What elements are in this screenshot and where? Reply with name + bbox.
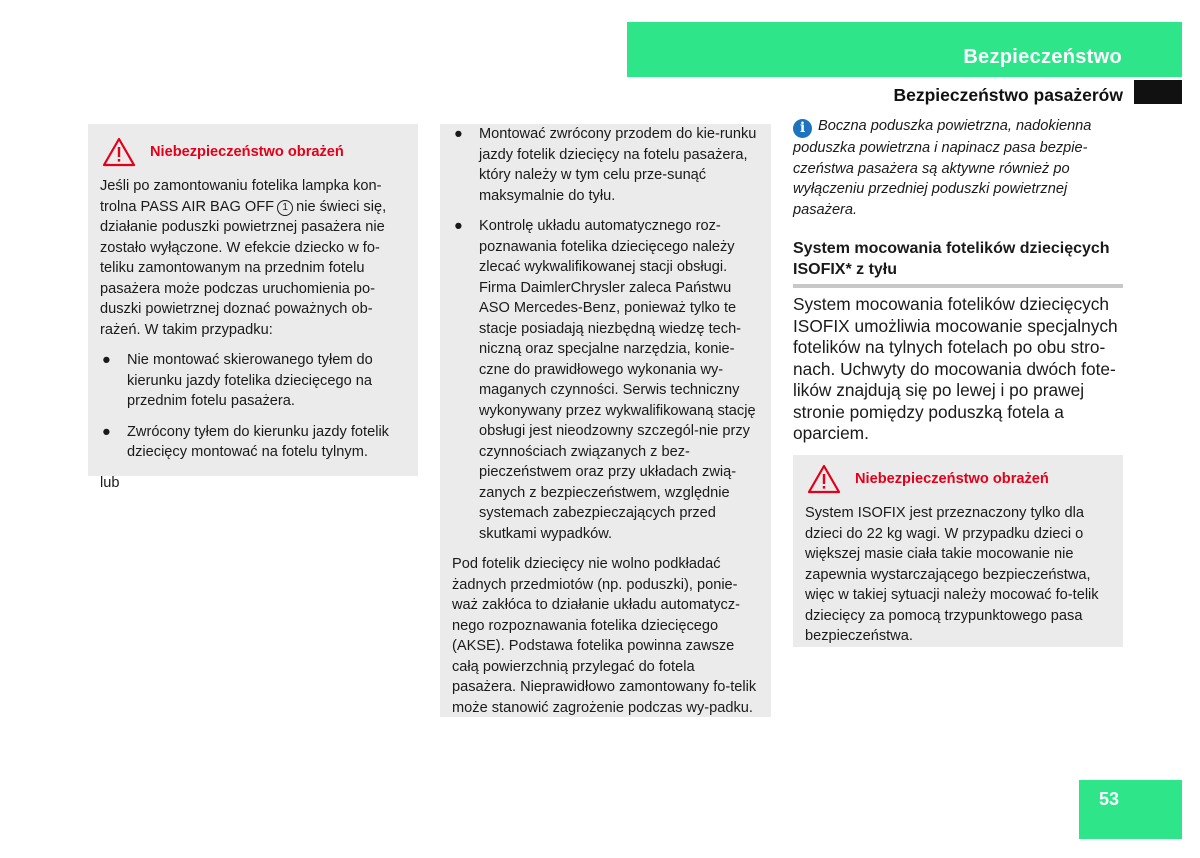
right-column — [793, 116, 1123, 445]
warning-intro-part2: nie świeci się, działanie poduszki powietrznej pasażera nie zostało wyłączone. W efekcie dziecko w fo-teliku zamontowanym na przednim fotelu pasażera może podczas uruchomienia po-duszki powietrznej doznać poważnych ob-rażeń. W takim przypadku: — [100, 198, 387, 338]
bullet-icon: ● — [454, 218, 463, 234]
isofix-body: System mocowania fotelików dziecięcych ISOFIX umożliwia mocowanie specjalnych fotelików na tylnych fotelach po obu stro-nach. Uchwyty do mocowania dwóch fote-lików znajdują się po lewej i po prawej stronie pomiędzy poduszką fotela a oparciem. — [793, 294, 1118, 443]
warning-bullet-list — [100, 350, 408, 463]
list-item: ● Kontrolę układu automatycznego roz-poznawania fotelika dziecięcego należy zlecać wykwalifikowanej stacji obsługi. Firma DaimlerChrysler zaleca Państwu ASO Mercedes-Benz, ponieważ tylko te stacje posiadają niezbędną wiedzę tech-niczną oraz specjalne narzędzia, konie-czne do prawidłowego wykonania wy-maganych czynności. Serwis techniczny wykonywany przez wykwalifikowaną stację obsługi jest nieodzowny szczegól-nie przy czynnościach związanych z bez-pieczeństwem oraz przy układach zwią-zanych z bezpieczeństwem, względnie systemach zabezpieczających przed skutkami wypadków. — [454, 218, 756, 542]
warning-header — [805, 461, 1113, 497]
section-title: Bezpieczeństwo — [963, 46, 1122, 68]
isofix-section-title: System mocowania fotelików dziecięcych ISOFIX* z tyłu — [793, 238, 1123, 288]
warning-header — [100, 134, 408, 170]
section-header-bar — [627, 22, 1182, 77]
middle-column-box — [440, 124, 771, 717]
bullet-icon: ● — [454, 126, 463, 142]
middle-bullet-list — [452, 124, 761, 544]
section-marker — [1134, 80, 1182, 104]
circled-number-icon: 1 — [277, 200, 293, 216]
warning-text: System ISOFIX jest przeznaczony tylko dla dzieci do 22 kg wagi. W przypadku dzieci o większej masie ciała takie mocowanie nie zapewnia wystarczającego bezpieczeństwa, więc w takiej sytuacji należy mocować fo-telik dziecięcy za pomocą trzypunktowego pasa bezpieczeństwa. — [805, 505, 1099, 644]
warning-intro — [100, 176, 408, 340]
warning-footer: lub — [100, 474, 120, 491]
warning-intro-part1: Jeśli po zamontowaniu fotelika lampka kon-trolna PASS AIR BAG OFF — [100, 178, 382, 215]
info-text: Boczna poduszka powietrzna, nadokienna poduszka powietrzna i napinacz pasa bezpie-czeństwa pasażera są aktywne również po wyłączeniu przedniej poduszki powietrznej pasażera. — [793, 118, 1092, 218]
info-icon: i — [793, 119, 812, 138]
info-note — [793, 116, 1123, 220]
warning-box-right — [793, 455, 1123, 647]
warning-box-left — [88, 124, 418, 491]
warning-triangle-icon — [807, 464, 841, 494]
bullet-icon: ● — [102, 423, 111, 440]
page-number-tab — [1079, 780, 1182, 839]
page-number: 53 — [1098, 789, 1120, 809]
warning-title: Niebezpieczeństwo obrażeń — [150, 143, 344, 160]
list-item: ● Zwrócony tyłem do kierunku jazdy fotelik dziecięcy montować na fotelu tylnym. — [102, 423, 389, 460]
list-item: ● Nie montować skierowanego tyłem do kierunku jazdy fotelika dziecięcego na przednim fotelu pasażera. — [102, 352, 373, 409]
page-subtitle: Bezpieczeństwo pasażerów — [893, 85, 1123, 105]
middle-paragraph: Pod fotelik dziecięcy nie wolno podkładać żadnych przedmiotów (np. poduszki), ponie-waż zakłóca to działanie układu automatycz-nego rozpoznawania fotelika dziecięcego (AKSE). Podstawa fotelika powinna zawsze całą powierzchnią przylegać do fotela pasażera. Nieprawidłowo zamontowany fo-telik może stanowić zagrożenie podczas wy-padku. — [452, 556, 757, 716]
warning-triangle-icon — [102, 137, 136, 167]
bullet-icon: ● — [102, 352, 111, 368]
warning-title: Niebezpieczeństwo obrażeń — [855, 470, 1049, 487]
list-item: ● Montować zwrócony przodem do kie-runku jazdy fotelik dziecięcy na fotelu pasażera, który należy w tym celu prze-sunąć maksymalnie do tyłu. — [454, 126, 757, 204]
